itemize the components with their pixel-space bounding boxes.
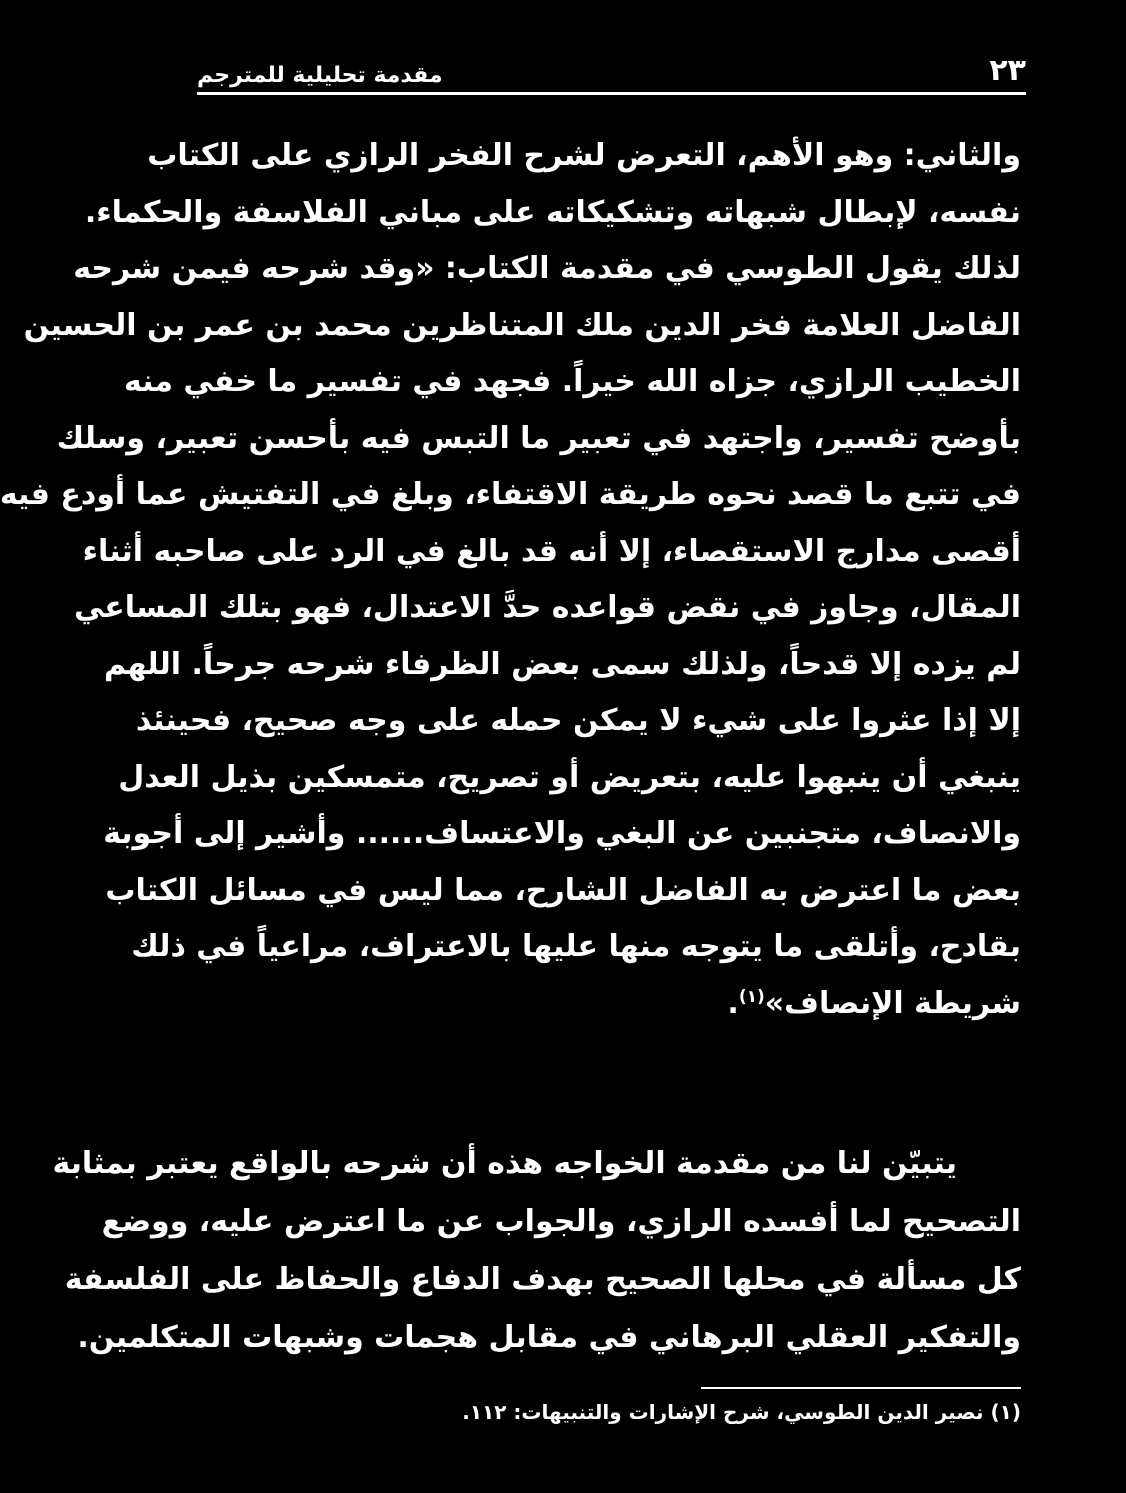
text-line: إلا إذا عثروا على شيء لا يمكن حمله على وجه صحيح، فحينئذ [135, 703, 1021, 738]
footnote-reference: (١) [738, 986, 765, 1007]
text-line: ينبغي أن ينبهوا عليه، بتعريض أو تصريح، متمسكين بذيل العدل [118, 759, 1021, 795]
page-header [197, 48, 1026, 88]
text-line: بقادح، وأتلقى ما يتوجه منها عليها بالاعتراف، مراعياً في ذلك [131, 929, 1021, 964]
text-line: المقال، وجاوز في نقض قواعده حدَّ الاعتدال، فهو بتلك المساعي [73, 590, 1021, 625]
text-line: والثاني: وهو الأهم، التعرض لشرح الفخر الرازي على الكتاب [147, 138, 1021, 173]
text-line: كل مسألة في محلها الصحيح بهدف الدفاع والحفاظ على الفلسفة [64, 1262, 1021, 1297]
text-line: بعض ما اعترض به الفاضل الشارح، مما ليس في مسائل الكتاب [105, 872, 1021, 908]
quote-end-text: شريطة الإنصاف» [764, 985, 1021, 1021]
text-line: بأوضح تفسير، واجتهد في تعبير ما التبس فيه بأحسن تعبير، وسلك [56, 420, 1021, 456]
text-line: الفاضل العلامة فخر الدين ملك المتناظرين محمد بن عمر بن الحسين [23, 307, 1021, 343]
paragraph-quote [0, 128, 1021, 1032]
text-line: الخطيب الرازي، جزاه الله خيراً. فجهد في تفسير ما خفي منه [123, 364, 1021, 399]
text-line: لذلك يقول الطوسي في مقدمة الكتاب: «وقد شرحه فيمن شرحه [73, 251, 1021, 286]
text-line: والتفكير العقلي البرهاني في مقابل هجمات وشبهات المتكلمين. [77, 1320, 1021, 1355]
text-line: التصحيح لما أفسده الرازي، والجواب عن ما اعترض عليه، ووضع [101, 1204, 1021, 1239]
text-line: نفسه، لإبطال شبهاته وتشكيكاته على مباني الفلاسفة والحكماء. [84, 194, 1021, 230]
text-line: لم يزده إلا قدحاً، ولذلك سمى بعض الظرفاء شرحه جرحاً. اللهم [103, 646, 1021, 682]
text-line: أقصى مدارج الاستقصاء، إلا أنه قد بالغ في الرد على صاحبه أثناء [82, 533, 1021, 569]
text-line-last [207, 976, 1021, 1033]
page-number: ٢٣ [989, 53, 1026, 88]
text-line: يتبيّن لنا من مقدمة الخواجه هذه أن شرحه بالواقع يعتبر بمثابة [52, 1146, 957, 1181]
paragraph-analysis [52, 1135, 1021, 1367]
footnote: (١) نصير الدين الطوسي، شرح الإشارات والتنبيهات: ١١٢. [462, 1400, 1021, 1424]
footnote-divider [701, 1387, 1021, 1389]
running-title: مقدمة تحليلية للمترجم [197, 63, 443, 88]
text-line: في تتبع ما قصد نحوه طريقة الاقتفاء، وبلغ في التفتيش عما أودع فيه [0, 477, 1021, 512]
period-mark: . [727, 985, 739, 1021]
header-divider [197, 92, 1026, 95]
text-line: والانصاف، متجنبين عن البغي والاعتساف...... وأشير إلى أجوبة [103, 816, 1021, 851]
